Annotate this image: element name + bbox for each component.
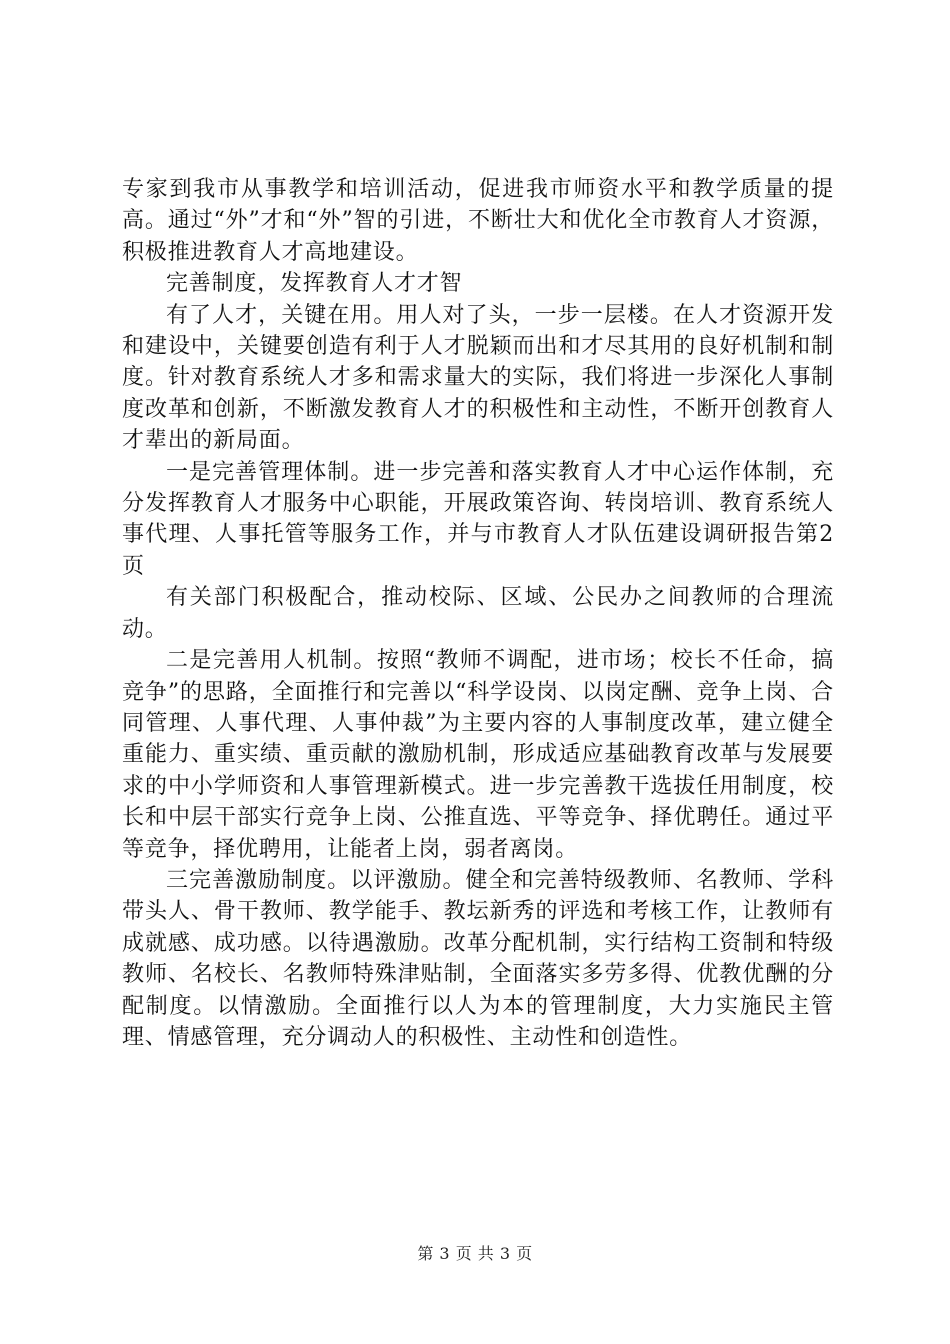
page-number-footer: 第 3 页 共 3 页 (417, 1244, 533, 1263)
paragraph-continuation: 专家到我市从事教学和培训活动，促进我市师资水平和教学质量的提高。通过“外”才和“外”智的引进，不断壮大和优化全市教育人才资源，积极推进教育人才高地建设。 (122, 177, 834, 265)
section-heading: 完善制度，发挥教育人才才智 (166, 271, 463, 297)
paragraph: 有了人才，关键在用。用人对了头，一步一层楼。在人才资源开发和建设中，关键要创造有利于人才脱颖而出和才尽其用的良好机制和制度。针对教育系统人才多和需求量大的实际，我们将进一步深化人事制度改革和创新，不断激发教育人才的积极性和主动性，不断开创教育人才辈出的新局面。 (122, 302, 834, 454)
paragraph: 一是完善管理体制。进一步完善和落实教育人才中心运作体制，充分发挥教育人才服务中心职能，开展政策咨询、转岗培训、教育系统人事代理、人事托管等服务工作，并与市教育人才队伍建设调研报告第2页 (122, 459, 834, 579)
paragraph: 三完善激励制度。以评激励。健全和完善特级教师、名教师、学科带头人、骨干教师、教学能手、教坛新秀的评选和考核工作，让教师有成就感、成功感。以待遇激励。改革分配机制，实行结构工资制和特级教师、名校长、名教师特殊津贴制，全面落实多劳多得、优教优酬的分配制度。以情激励。全面推行以人为本的管理制度，大力实施民主管理、情感管理，充分调动人的积极性、主动性和创造性。 (122, 867, 834, 1050)
paragraph: 有关部门积极配合，推动校际、区域、公民办之间教师的合理流动。 (122, 585, 834, 642)
paragraph: 二是完善用人机制。按照“教师不调配，进市场；校长不任命，搞竞争”的思路，全面推行和完善以“科学设岗、以岗定酬、竞争上岗、合同管理、人事代理、人事仲裁”为主要内容的人事制度改革，建立健全重能力、重实绩、重贡献的激励机制，形成适应基础教育改革与发展要求的中小学师资和人事管理新模式。进一步完善教干选拔任用制度，校长和中层干部实行竞争上岗、公推直选、平等竞争、择优聘任。通过平等竞争，择优聘用，让能者上岗，弱者离岗。 (122, 648, 834, 862)
document-body (122, 174, 834, 1053)
